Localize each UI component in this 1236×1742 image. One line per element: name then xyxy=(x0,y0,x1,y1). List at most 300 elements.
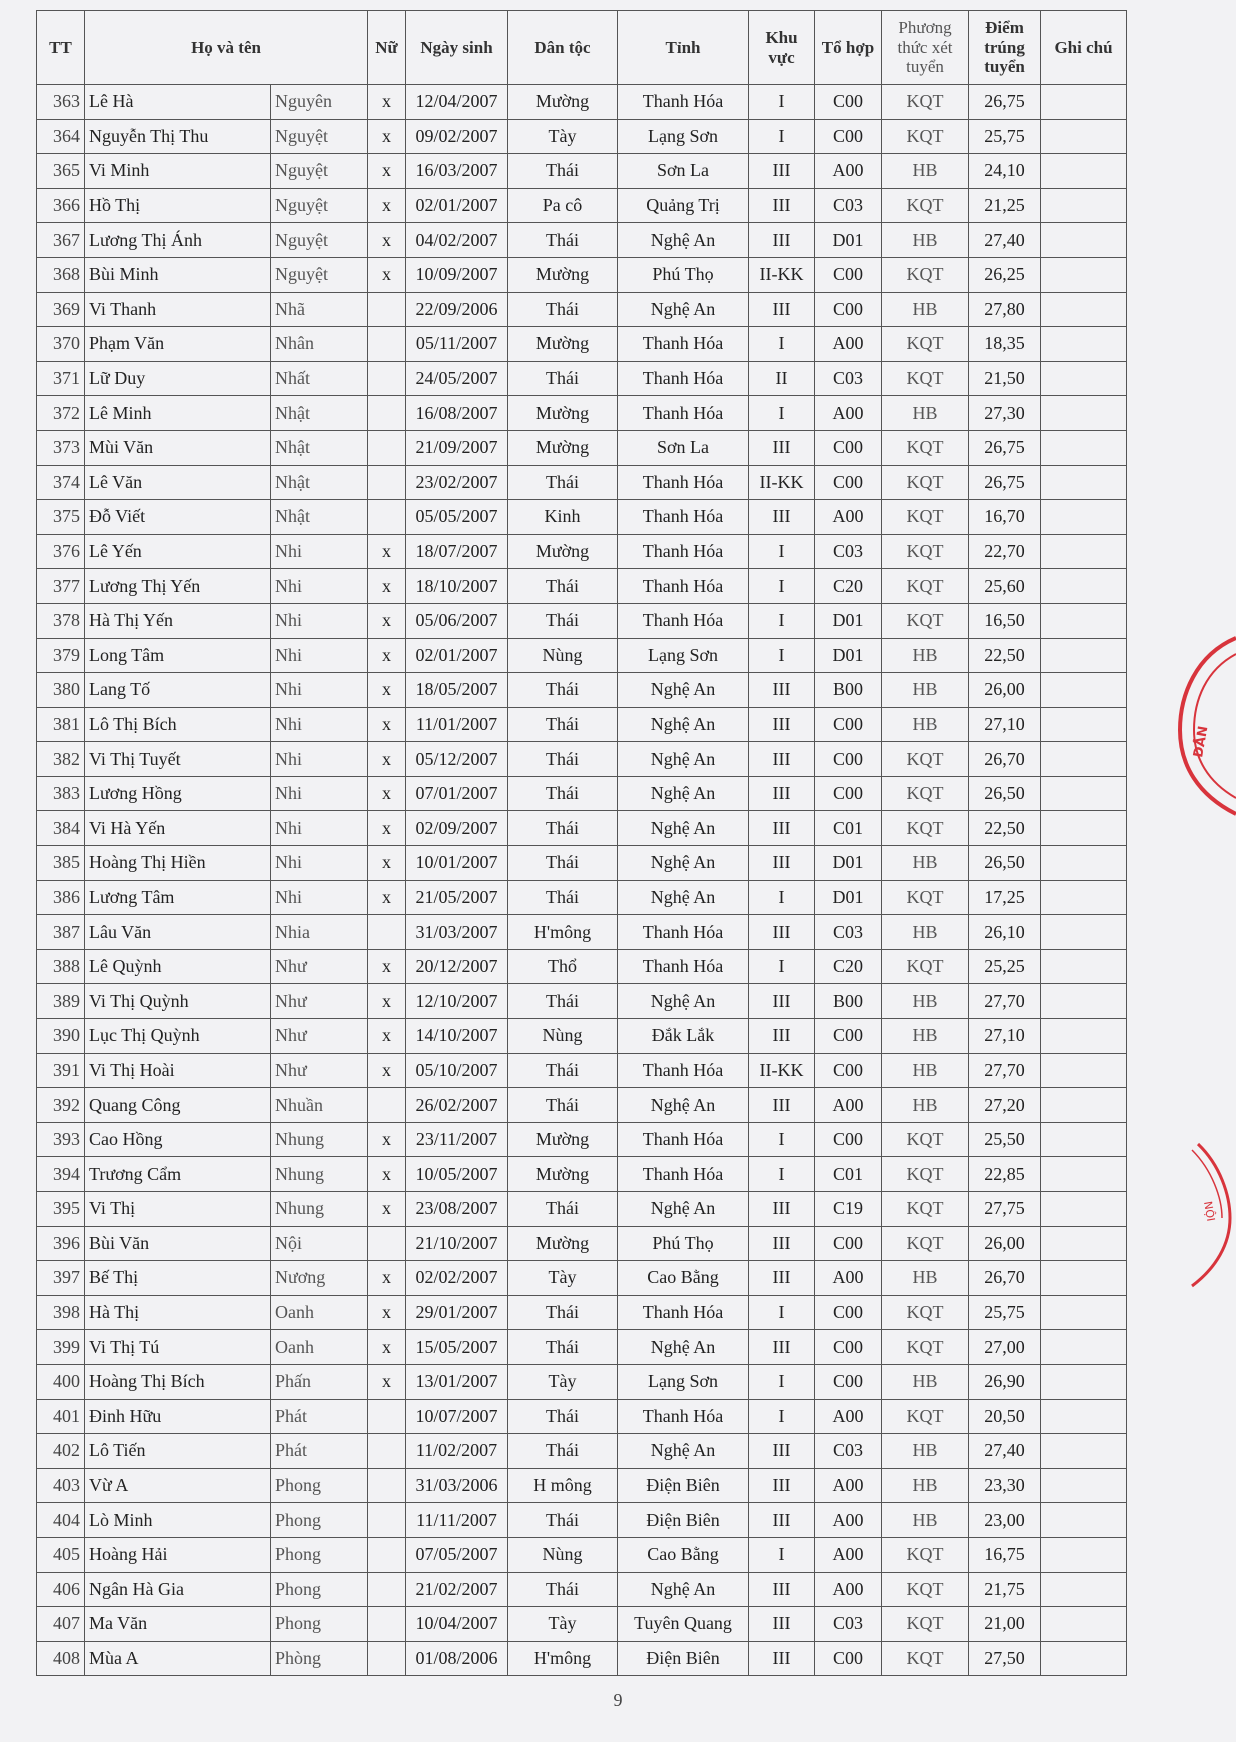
surname-middle: Vi Thị Hoài xyxy=(85,1053,271,1088)
ethnicity: Nùng xyxy=(508,638,618,673)
table-row xyxy=(37,500,1127,535)
province: Nghệ An xyxy=(618,984,749,1019)
note-cell xyxy=(1041,638,1127,673)
province: Nghệ An xyxy=(618,1330,749,1365)
birth-date: 05/12/2007 xyxy=(406,742,508,777)
admission-score: 18,35 xyxy=(969,327,1041,362)
admission-score: 27,30 xyxy=(969,396,1041,431)
given-name: Nhi xyxy=(271,673,368,708)
ethnicity: Thái xyxy=(508,1295,618,1330)
row-number: 374 xyxy=(37,465,85,500)
province: Thanh Hóa xyxy=(618,1157,749,1192)
table-row xyxy=(37,257,1127,292)
note-cell xyxy=(1041,1641,1127,1676)
female-mark: x xyxy=(368,811,406,846)
female-mark: x xyxy=(368,638,406,673)
subject-combination: C00 xyxy=(815,1226,882,1261)
admission-score: 27,00 xyxy=(969,1330,1041,1365)
table-row xyxy=(37,292,1127,327)
header-ethnic: Dân tộc xyxy=(508,11,618,85)
note-cell xyxy=(1041,1019,1127,1054)
subject-combination: A00 xyxy=(815,1399,882,1434)
female-mark: x xyxy=(368,603,406,638)
note-cell xyxy=(1041,1399,1127,1434)
female-mark: x xyxy=(368,188,406,223)
note-cell xyxy=(1041,257,1127,292)
table-row xyxy=(37,1434,1127,1469)
admission-method: KQT xyxy=(882,603,969,638)
area: III xyxy=(749,292,815,327)
table-row xyxy=(37,465,1127,500)
admission-method: KQT xyxy=(882,776,969,811)
table-row xyxy=(37,603,1127,638)
province: Thanh Hóa xyxy=(618,500,749,535)
subject-combination: C03 xyxy=(815,361,882,396)
female-mark: x xyxy=(368,1053,406,1088)
subject-combination: B00 xyxy=(815,984,882,1019)
province: Điện Biên xyxy=(618,1468,749,1503)
subject-combination: C00 xyxy=(815,1295,882,1330)
table-row xyxy=(37,569,1127,604)
province: Nghệ An xyxy=(618,776,749,811)
admission-method: KQT xyxy=(882,119,969,154)
admission-score: 26,50 xyxy=(969,846,1041,881)
note-cell xyxy=(1041,1122,1127,1157)
ethnicity: Kinh xyxy=(508,500,618,535)
given-name: Nhật xyxy=(271,500,368,535)
admission-score: 26,00 xyxy=(969,1226,1041,1261)
note-cell xyxy=(1041,1226,1127,1261)
subject-combination: D01 xyxy=(815,223,882,258)
female-mark: x xyxy=(368,776,406,811)
table-row xyxy=(37,1157,1127,1192)
row-number: 371 xyxy=(37,361,85,396)
ethnicity: Thái xyxy=(508,1434,618,1469)
note-cell xyxy=(1041,880,1127,915)
subject-combination: C00 xyxy=(815,257,882,292)
ethnicity: Thái xyxy=(508,1572,618,1607)
note-cell xyxy=(1041,1364,1127,1399)
row-number: 372 xyxy=(37,396,85,431)
surname-middle: Vi Hà Yến xyxy=(85,811,271,846)
table-row xyxy=(37,1468,1127,1503)
ethnicity: Mường xyxy=(508,396,618,431)
row-number: 394 xyxy=(37,1157,85,1192)
female-mark: x xyxy=(368,154,406,189)
ethnicity: Thái xyxy=(508,1088,618,1123)
subject-combination: D01 xyxy=(815,638,882,673)
given-name: Nhi xyxy=(271,811,368,846)
birth-date: 01/08/2006 xyxy=(406,1641,508,1676)
note-cell xyxy=(1041,1053,1127,1088)
note-cell xyxy=(1041,569,1127,604)
province: Nghệ An xyxy=(618,1572,749,1607)
area: I xyxy=(749,534,815,569)
note-cell xyxy=(1041,915,1127,950)
row-number: 397 xyxy=(37,1261,85,1296)
province: Nghệ An xyxy=(618,742,749,777)
birth-date: 21/10/2007 xyxy=(406,1226,508,1261)
subject-combination: C00 xyxy=(815,85,882,120)
female-mark: x xyxy=(368,1364,406,1399)
female-mark xyxy=(368,1399,406,1434)
female-mark: x xyxy=(368,85,406,120)
admission-score: 26,75 xyxy=(969,430,1041,465)
admission-score: 26,75 xyxy=(969,465,1041,500)
row-number: 392 xyxy=(37,1088,85,1123)
row-number: 383 xyxy=(37,776,85,811)
table-row xyxy=(37,846,1127,881)
admission-method: HB xyxy=(882,1364,969,1399)
female-mark xyxy=(368,1434,406,1469)
signature-stamp-mark xyxy=(1186,1140,1236,1290)
admission-method: HB xyxy=(882,638,969,673)
ethnicity: Thổ xyxy=(508,949,618,984)
subject-combination: C03 xyxy=(815,534,882,569)
row-number: 370 xyxy=(37,327,85,362)
given-name: Oanh xyxy=(271,1295,368,1330)
surname-middle: Phạm Văn xyxy=(85,327,271,362)
admission-score: 26,10 xyxy=(969,915,1041,950)
ethnicity: Thái xyxy=(508,292,618,327)
female-mark: x xyxy=(368,1122,406,1157)
ethnicity: Nùng xyxy=(508,1537,618,1572)
note-cell xyxy=(1041,1607,1127,1642)
note-cell xyxy=(1041,500,1127,535)
note-cell xyxy=(1041,673,1127,708)
birth-date: 21/05/2007 xyxy=(406,880,508,915)
table-row xyxy=(37,85,1127,120)
female-mark xyxy=(368,430,406,465)
admission-score: 27,70 xyxy=(969,1053,1041,1088)
female-mark: x xyxy=(368,119,406,154)
province: Thanh Hóa xyxy=(618,1295,749,1330)
female-mark xyxy=(368,915,406,950)
note-cell xyxy=(1041,984,1127,1019)
ethnicity: Tày xyxy=(508,1261,618,1296)
female-mark: x xyxy=(368,223,406,258)
ethnicity: Pa cô xyxy=(508,188,618,223)
admission-method: KQT xyxy=(882,430,969,465)
admission-method: HB xyxy=(882,1261,969,1296)
female-mark: x xyxy=(368,257,406,292)
surname-middle: Bế Thị xyxy=(85,1261,271,1296)
ethnicity: Thái xyxy=(508,1399,618,1434)
subject-combination: D01 xyxy=(815,880,882,915)
ethnicity: Thái xyxy=(508,1503,618,1538)
table-row xyxy=(37,742,1127,777)
surname-middle: Long Tâm xyxy=(85,638,271,673)
area: III xyxy=(749,776,815,811)
surname-middle: Lê Văn xyxy=(85,465,271,500)
admission-method: KQT xyxy=(882,1226,969,1261)
province: Điện Biên xyxy=(618,1503,749,1538)
given-name: Nguyệt xyxy=(271,154,368,189)
table-row xyxy=(37,1572,1127,1607)
surname-middle: Bùi Minh xyxy=(85,257,271,292)
subject-combination: C00 xyxy=(815,1122,882,1157)
admission-score: 26,25 xyxy=(969,257,1041,292)
ethnicity: H'mông xyxy=(508,915,618,950)
female-mark: x xyxy=(368,949,406,984)
note-cell xyxy=(1041,1157,1127,1192)
surname-middle: Hà Thị Yến xyxy=(85,603,271,638)
birth-date: 05/11/2007 xyxy=(406,327,508,362)
area: I xyxy=(749,949,815,984)
province: Thanh Hóa xyxy=(618,915,749,950)
note-cell xyxy=(1041,776,1127,811)
birth-date: 10/05/2007 xyxy=(406,1157,508,1192)
province: Đắk Lắk xyxy=(618,1019,749,1054)
area: I xyxy=(749,396,815,431)
given-name: Phòng xyxy=(271,1641,368,1676)
province: Lạng Sơn xyxy=(618,1364,749,1399)
subject-combination: C00 xyxy=(815,1019,882,1054)
svg-text:NỘI: NỘI xyxy=(1201,1200,1218,1223)
note-cell xyxy=(1041,292,1127,327)
female-mark: x xyxy=(368,1192,406,1227)
note-cell xyxy=(1041,154,1127,189)
row-number: 391 xyxy=(37,1053,85,1088)
note-cell xyxy=(1041,1434,1127,1469)
surname-middle: Hà Thị xyxy=(85,1295,271,1330)
area: III xyxy=(749,154,815,189)
ethnicity: Thái xyxy=(508,776,618,811)
surname-middle: Ma Văn xyxy=(85,1607,271,1642)
note-cell xyxy=(1041,1572,1127,1607)
given-name: Nhi xyxy=(271,846,368,881)
note-cell xyxy=(1041,430,1127,465)
ethnicity: Thái xyxy=(508,465,618,500)
ethnicity: Thái xyxy=(508,811,618,846)
admission-method: KQT xyxy=(882,569,969,604)
admission-score: 23,30 xyxy=(969,1468,1041,1503)
row-number: 375 xyxy=(37,500,85,535)
table-row xyxy=(37,1537,1127,1572)
surname-middle: Vi Thị xyxy=(85,1192,271,1227)
female-mark: x xyxy=(368,673,406,708)
province: Nghệ An xyxy=(618,707,749,742)
province: Nghệ An xyxy=(618,1088,749,1123)
subject-combination: D01 xyxy=(815,846,882,881)
header-province: Tỉnh xyxy=(618,11,749,85)
row-number: 379 xyxy=(37,638,85,673)
surname-middle: Cao Hồng xyxy=(85,1122,271,1157)
row-number: 376 xyxy=(37,534,85,569)
birth-date: 07/05/2007 xyxy=(406,1537,508,1572)
area: III xyxy=(749,915,815,950)
row-number: 403 xyxy=(37,1468,85,1503)
ethnicity: Thái xyxy=(508,223,618,258)
table-row xyxy=(37,1122,1127,1157)
birth-date: 11/01/2007 xyxy=(406,707,508,742)
header-combo: Tổ hợp xyxy=(815,11,882,85)
given-name: Nguyệt xyxy=(271,188,368,223)
admission-score: 26,00 xyxy=(969,673,1041,708)
female-mark xyxy=(368,1641,406,1676)
given-name: Phấn xyxy=(271,1364,368,1399)
female-mark: x xyxy=(368,984,406,1019)
province: Quảng Trị xyxy=(618,188,749,223)
birth-date: 20/12/2007 xyxy=(406,949,508,984)
table-row xyxy=(37,361,1127,396)
female-mark xyxy=(368,327,406,362)
note-cell xyxy=(1041,1503,1127,1538)
row-number: 402 xyxy=(37,1434,85,1469)
admission-score: 16,75 xyxy=(969,1537,1041,1572)
area: I xyxy=(749,638,815,673)
given-name: Nguyệt xyxy=(271,119,368,154)
table-row xyxy=(37,1088,1127,1123)
admission-score: 26,90 xyxy=(969,1364,1041,1399)
admission-score: 27,75 xyxy=(969,1192,1041,1227)
table-row xyxy=(37,1019,1127,1054)
province: Nghệ An xyxy=(618,811,749,846)
surname-middle: Quang Công xyxy=(85,1088,271,1123)
row-number: 385 xyxy=(37,846,85,881)
female-mark: x xyxy=(368,846,406,881)
birth-date: 31/03/2006 xyxy=(406,1468,508,1503)
area: II-KK xyxy=(749,257,815,292)
subject-combination: A00 xyxy=(815,396,882,431)
area: II-KK xyxy=(749,1053,815,1088)
area: III xyxy=(749,673,815,708)
admission-method: HB xyxy=(882,396,969,431)
female-mark: x xyxy=(368,707,406,742)
admission-method: KQT xyxy=(882,1122,969,1157)
row-number: 407 xyxy=(37,1607,85,1642)
table-row xyxy=(37,1641,1127,1676)
female-mark: x xyxy=(368,1019,406,1054)
row-number: 387 xyxy=(37,915,85,950)
table-row xyxy=(37,119,1127,154)
area: III xyxy=(749,1261,815,1296)
female-mark xyxy=(368,500,406,535)
header-method: Phương thức xét tuyển xyxy=(882,11,969,85)
surname-middle: Lê Hà xyxy=(85,85,271,120)
admission-results-table xyxy=(36,10,1127,1676)
area: I xyxy=(749,1157,815,1192)
surname-middle: Vi Thị Quỳnh xyxy=(85,984,271,1019)
table-row xyxy=(37,1295,1127,1330)
subject-combination: C00 xyxy=(815,119,882,154)
admission-method: KQT xyxy=(882,880,969,915)
header-row xyxy=(37,11,1127,85)
table-row xyxy=(37,223,1127,258)
ethnicity: Thái xyxy=(508,569,618,604)
admission-method: KQT xyxy=(882,327,969,362)
admission-score: 26,75 xyxy=(969,85,1041,120)
table-row xyxy=(37,1192,1127,1227)
official-seal-stamp xyxy=(1176,630,1236,820)
ethnicity: Mường xyxy=(508,1226,618,1261)
female-mark xyxy=(368,1537,406,1572)
admission-score: 27,50 xyxy=(969,1641,1041,1676)
female-mark xyxy=(368,1226,406,1261)
area: I xyxy=(749,119,815,154)
birth-date: 10/04/2007 xyxy=(406,1607,508,1642)
subject-combination: B00 xyxy=(815,673,882,708)
row-number: 408 xyxy=(37,1641,85,1676)
subject-combination: C00 xyxy=(815,430,882,465)
admission-method: HB xyxy=(882,984,969,1019)
table-row xyxy=(37,915,1127,950)
area: III xyxy=(749,1503,815,1538)
birth-date: 10/07/2007 xyxy=(406,1399,508,1434)
header-area: Khu vực xyxy=(749,11,815,85)
row-number: 373 xyxy=(37,430,85,465)
admission-score: 26,70 xyxy=(969,1261,1041,1296)
subject-combination: C20 xyxy=(815,569,882,604)
ethnicity: Thái xyxy=(508,1053,618,1088)
given-name: Phong xyxy=(271,1537,368,1572)
given-name: Nhật xyxy=(271,430,368,465)
given-name: Nhi xyxy=(271,742,368,777)
subject-combination: C03 xyxy=(815,915,882,950)
subject-combination: A00 xyxy=(815,1572,882,1607)
admission-score: 27,20 xyxy=(969,1088,1041,1123)
row-number: 368 xyxy=(37,257,85,292)
surname-middle: Hoàng Thị Hiền xyxy=(85,846,271,881)
row-number: 367 xyxy=(37,223,85,258)
surname-middle: Đỗ Viết xyxy=(85,500,271,535)
note-cell xyxy=(1041,1192,1127,1227)
ethnicity: Thái xyxy=(508,673,618,708)
area: I xyxy=(749,569,815,604)
row-number: 380 xyxy=(37,673,85,708)
surname-middle: Lữ Duy xyxy=(85,361,271,396)
female-mark: x xyxy=(368,1261,406,1296)
given-name: Nhung xyxy=(271,1192,368,1227)
province: Thanh Hóa xyxy=(618,569,749,604)
female-mark: x xyxy=(368,742,406,777)
birth-date: 16/03/2007 xyxy=(406,154,508,189)
header-name: Họ và tên xyxy=(85,11,368,85)
row-number: 405 xyxy=(37,1537,85,1572)
table-row xyxy=(37,534,1127,569)
ethnicity: Thái xyxy=(508,154,618,189)
female-mark xyxy=(368,1503,406,1538)
row-number: 395 xyxy=(37,1192,85,1227)
admission-method: KQT xyxy=(882,1641,969,1676)
area: III xyxy=(749,1330,815,1365)
ethnicity: Tày xyxy=(508,1364,618,1399)
row-number: 401 xyxy=(37,1399,85,1434)
admission-method: KQT xyxy=(882,1192,969,1227)
province: Thanh Hóa xyxy=(618,85,749,120)
province: Nghệ An xyxy=(618,846,749,881)
admission-method: KQT xyxy=(882,1537,969,1572)
admission-method: KQT xyxy=(882,188,969,223)
area: III xyxy=(749,1226,815,1261)
surname-middle: Lương Thị Yến xyxy=(85,569,271,604)
note-cell xyxy=(1041,742,1127,777)
admission-method: KQT xyxy=(882,742,969,777)
birth-date: 02/01/2007 xyxy=(406,188,508,223)
admission-score: 21,25 xyxy=(969,188,1041,223)
ethnicity: Thái xyxy=(508,984,618,1019)
province: Thanh Hóa xyxy=(618,1053,749,1088)
subject-combination: C00 xyxy=(815,1641,882,1676)
province: Lạng Sơn xyxy=(618,638,749,673)
given-name: Nhật xyxy=(271,465,368,500)
given-name: Nhi xyxy=(271,707,368,742)
note-cell xyxy=(1041,327,1127,362)
ethnicity: Thái xyxy=(508,1192,618,1227)
note-cell xyxy=(1041,85,1127,120)
area: III xyxy=(749,430,815,465)
admission-score: 16,70 xyxy=(969,500,1041,535)
